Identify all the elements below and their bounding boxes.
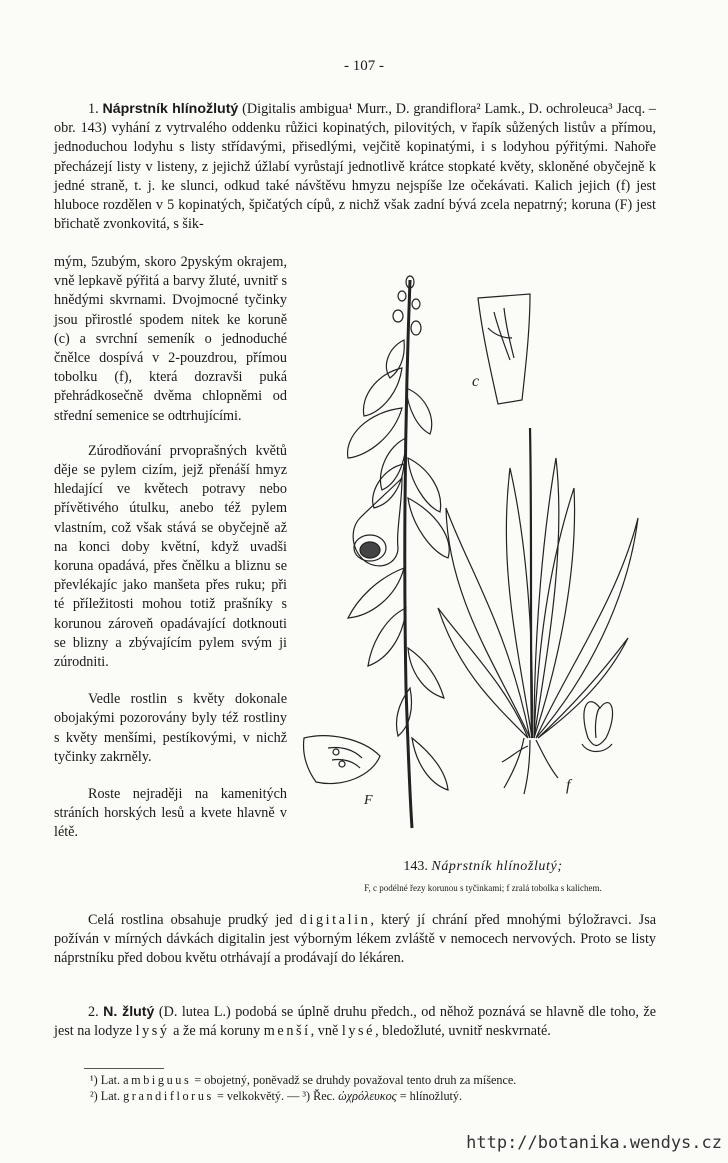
footnote-3-mark: ³) (302, 1089, 311, 1103)
label-F: F (364, 793, 373, 808)
species2-spaced-1: lysý (135, 1023, 170, 1040)
species1-number: 1. (88, 101, 99, 117)
footnote-2-3 (90, 1088, 660, 1104)
footnote-1-text: = obojetný, poněvadž se druhdy považoval tento druh za míšence. (194, 1073, 517, 1087)
footnote-2-word: grandiflorus (123, 1089, 214, 1103)
footnote-3-text: = hlínožlutý. (399, 1089, 463, 1103)
col-paragraph-3: Vedle rostlin s květy dokonale obojakými pozorovány byly též rostliny s květy menšími, pestíkovými, v nichž tyčinky zakrněly. (54, 691, 287, 765)
species2-spaced-3: lysé (341, 1023, 376, 1040)
figure-number: 143. (403, 859, 428, 874)
species1-intro-text: (Digitalis ambigua¹ Murr., D. grandiflora² Lamk., D. ochroleuca³ Jacq. – obr. 143) vyhání z vytrvalého oddenku růžici kopinatých, pilovitých, v řapík sůžených listův a přímou, jednoduchou lodyhu s listy střídavými, přisedlými, vejčitě kopinatými, i s lodyhou pýřitými. Nahoře přecházejí listy v listeny, z jejichž úžlabí vyrůstají jednotlivě krátce stopkaté květy, skloněné obyčejně k jedné straně, t. j. ke slunci, odkud také návštěvu hmyzu nejspíše lze očekávati. Kalich jejich (f) jest hluboce rozdělen v 5 kopinatých, špičatých cípů, z nichž však zadní bývá zcela nepatrný; koruna (F) jest břichatě zvonkovitá, s šik- (54, 101, 657, 233)
figure-caption (298, 859, 668, 875)
footnotes (90, 1072, 660, 1104)
digitalin-text-a: Celá rostlina obsahuje prudký jed (88, 912, 293, 928)
species2-spaced-2: menší (263, 1023, 311, 1040)
species2-text-c: , vně (310, 1023, 339, 1040)
footnote-1 (90, 1072, 660, 1088)
species2-text-b: a že má koruny (173, 1023, 261, 1040)
foxglove-illustration (298, 268, 668, 846)
species1-intro (54, 100, 656, 234)
source-url: http://botanika.wendys.cz (466, 1133, 722, 1153)
footnote-3-lang: Řec. (313, 1089, 336, 1103)
digitalin-paragraph (54, 911, 656, 969)
label-f: f (566, 777, 571, 794)
footnote-2-text: = velkokvětý. — (216, 1089, 300, 1103)
species2-name: N. žlutý (103, 1004, 155, 1020)
digitalin-text-b: , který jí chrání před mnohými býložravci. Jsa požíván v mírných dávkách digitalin jest výborným lékem zvláště v nemocech nervových. Proto se listy náprstníku před dobou květu otrhávají a prodávají do lékáren. (54, 912, 657, 967)
footnote-1-mark: ¹) (90, 1073, 98, 1087)
col-paragraph-1: mým, 5zubým, skoro 2pyským okrajem, vně lepkavě pýřitá a barvy žluté, uvnitř s hnědými skvrnami. Dvojmocné tyčinky jsou přirostlé spodem nitek ke koruně (c) a svrchní semeník o jednoduché čnělce dospívá v 2-pouzdrou, přímou tobolku (f), která dozravši puká přehrádkosečně dvěma chlopněmi od střední semenice se odtrhujícími. (54, 254, 287, 424)
footnote-1-lang: Lat. (100, 1073, 121, 1087)
col-paragraph-2: Zúrodňování prvoprašných květů děje se pylem cizím, jejž přenáší hmyz hledající ve květech potravy nebo přívětivého útulku, anebo též pylem vlastním, což však stává se obyčejně až na konci doby květní, když uvadši koruna opadává, přes čnělku a bliznu se převlékajíc jako manšeta přes ruku; při té příležitosti mohou totiž prašníky s korunou zároveň opadávající dotknouti se blizny a zbývajícím pylem svým ji zúrodniti. (54, 442, 287, 671)
figure-title: Náprstník hlínožlutý; (431, 859, 563, 874)
label-c: c (472, 373, 480, 390)
species2-number: 2. (88, 1004, 99, 1020)
figure-subcaption: F, c podélné řezy korunou s tyčinkami; f zralá tobolka s kalichem. (364, 883, 602, 893)
species2-text-d: , bledožluté, uvnitř neskvrnaté. (375, 1023, 551, 1040)
footnote-2-lang: Lat. (100, 1089, 121, 1103)
footnote-1-word: ambiguus (123, 1073, 192, 1087)
footnote-2-mark: ²) (90, 1089, 98, 1103)
species2-text-a: (D. lutea L.) podobá se úplně druhu předch., od něhož poznává se hlavně dle toho, že jest na lodyze (54, 1004, 656, 1040)
species2 (54, 1003, 656, 1041)
col-paragraph-4: Roste nejraději na kamenitých stráních horských lesů a kvete hlavně v létě. (54, 786, 287, 841)
species1-name: Náprstník hlínožlutý (102, 101, 239, 117)
footnote-rule (84, 1068, 164, 1069)
digitalin-word: digitalin (299, 912, 371, 928)
footnote-3-word: ὠχρόλευκος (338, 1089, 397, 1103)
left-column (54, 253, 287, 843)
page-number: - 107 - (344, 58, 384, 74)
